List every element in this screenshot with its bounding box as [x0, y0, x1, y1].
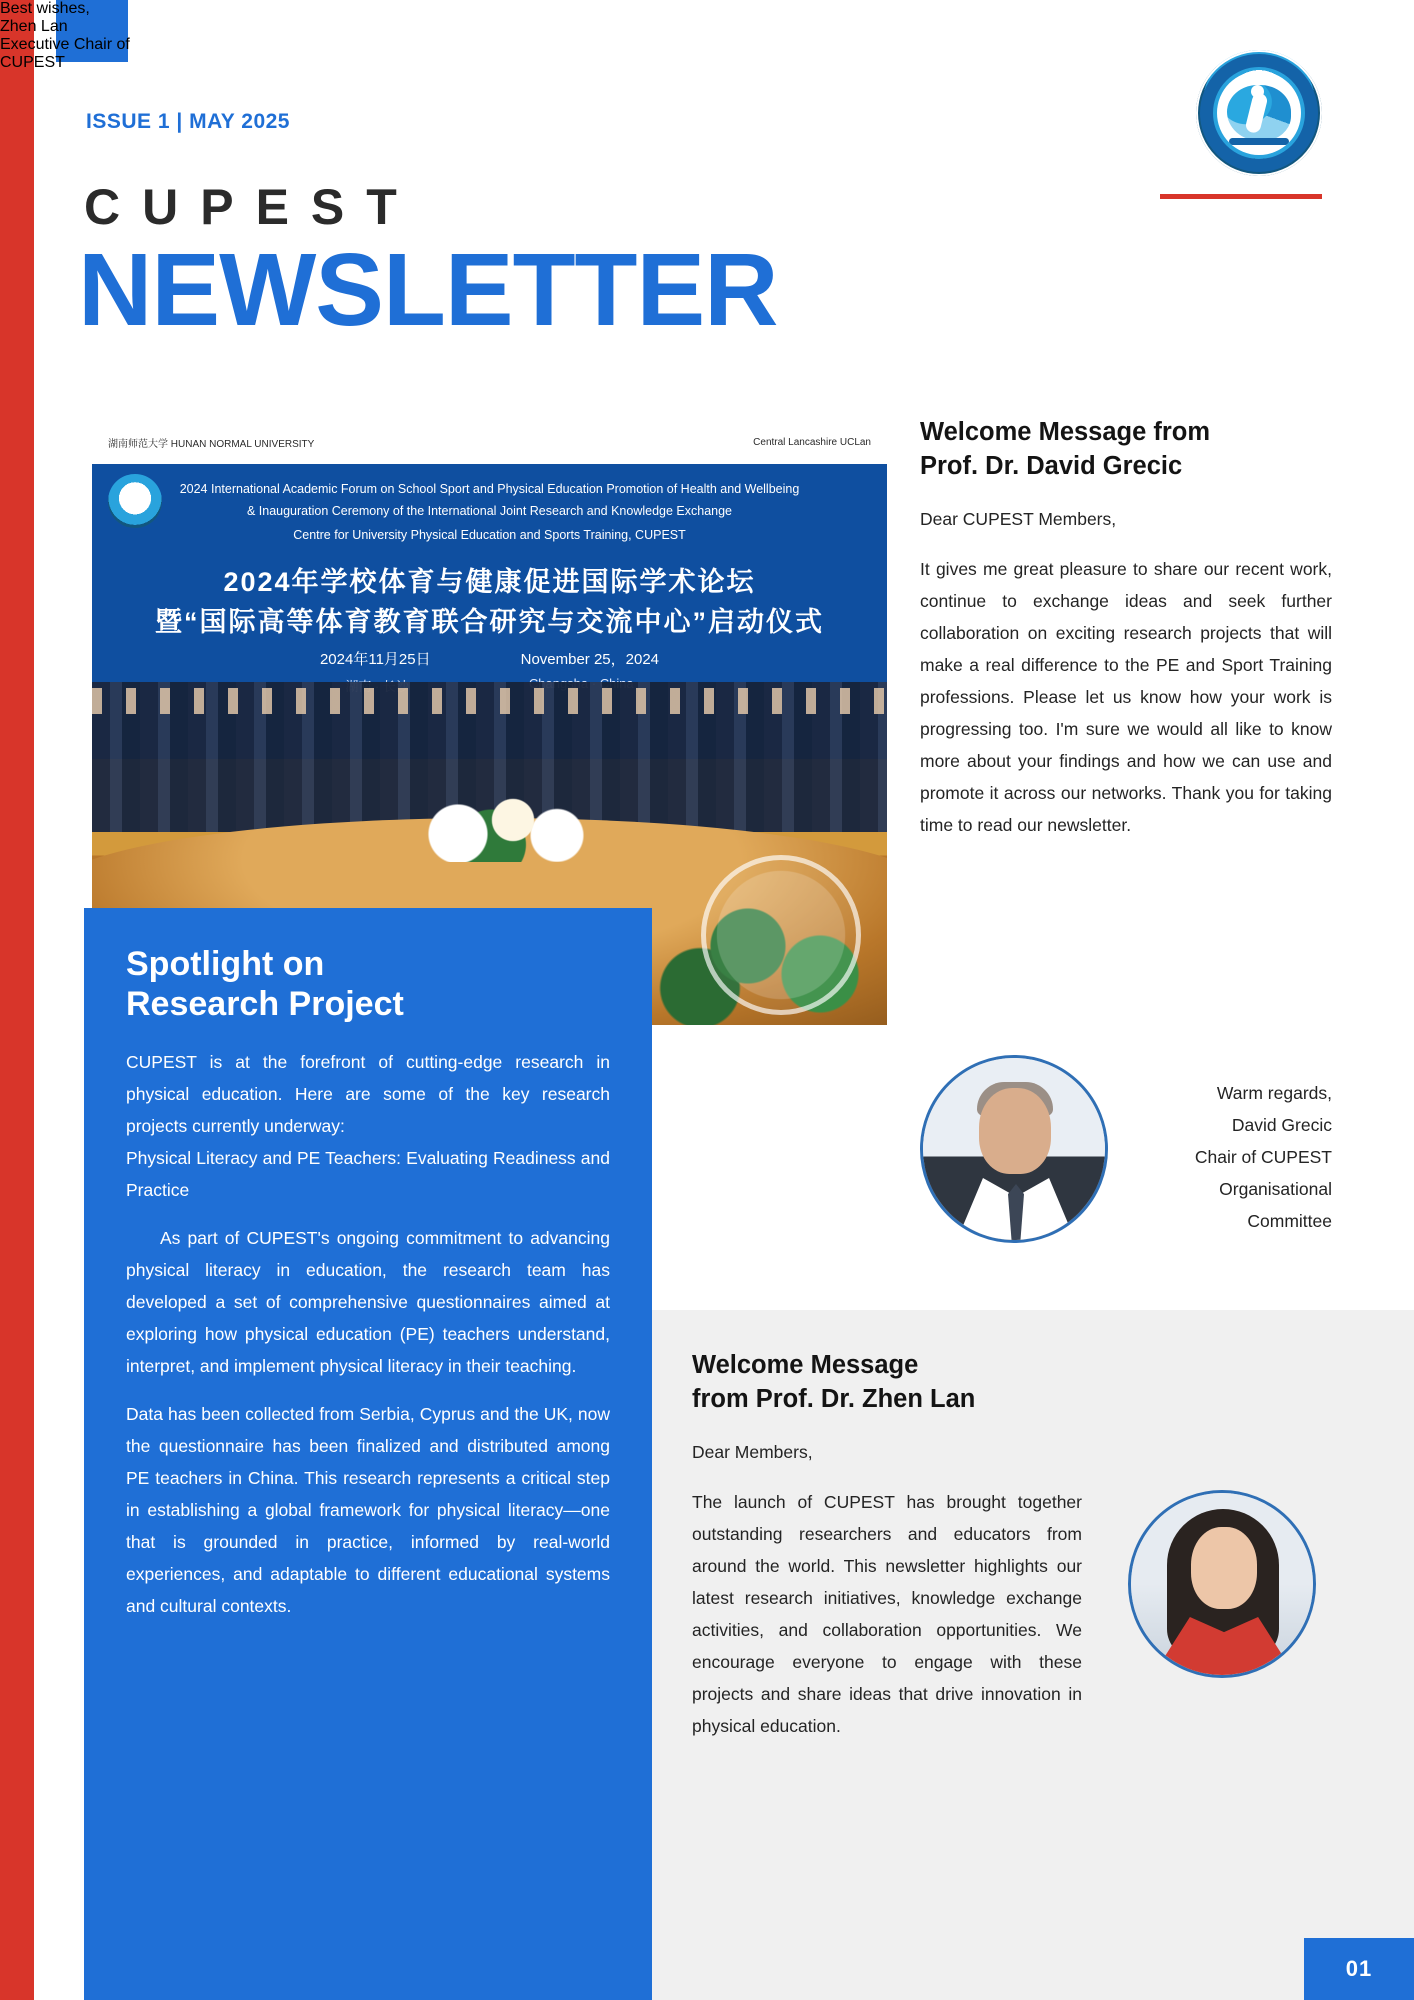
spotlight-heading: [126, 944, 610, 1024]
photo-forum-line-2: & Inauguration Ceremony of the International Joint Research and Knowledge Exchange: [246, 504, 733, 518]
welcome-message-zhenlan: [692, 1348, 1082, 1760]
grecic-sign-line-4: Organisational: [1219, 1179, 1332, 1199]
welcome-grecic-salutation: Dear CUPEST Members,: [920, 509, 1117, 529]
photo-credit-left: 湖南师范大学 HUNAN NORMAL UNIVERSITY: [108, 438, 315, 450]
welcome-grecic-heading: [920, 415, 1332, 483]
zhenlan-sign-line-4: CUPEST: [0, 54, 65, 71]
issue-line: ISSUE 1 | MAY 2025: [86, 110, 290, 133]
zhenlan-signature-text: [0, 0, 130, 72]
spotlight-heading-line-1: Spotlight on: [126, 945, 325, 983]
cupest-logo: [1196, 50, 1322, 176]
welcome-message-grecic: [920, 415, 1332, 859]
zhenlan-sign-line-3: Executive Chair of: [0, 36, 130, 53]
spotlight-heading-line-2: Research Project: [126, 985, 404, 1023]
grecic-sign-line-1: Warm regards,: [1216, 1083, 1332, 1103]
logo-underline-rule: [1160, 194, 1322, 199]
welcome-zhenlan-heading-line-2: from Prof. Dr. Zhen Lan: [692, 1385, 976, 1413]
grecic-sign-line-3: Chair of CUPEST: [1194, 1147, 1332, 1167]
photo-date-en: November 25，2024: [520, 651, 660, 668]
welcome-zhenlan-salutation: Dear Members,: [692, 1442, 813, 1462]
welcome-zhenlan-body: The launch of CUPEST has brought together outstanding researchers and educators from around the world. This newsletter highlights our latest research initiatives, knowledge exchange activities, and collaboration opportunities. We encourage everyone to engage with these projects and share ideas that drive innovation in physical education.: [692, 1492, 1082, 1736]
photo-forum-line-1: 2024 International Academic Forum on School Sport and Physical Education Promotion of Health and Wellbeing: [179, 482, 800, 496]
welcome-grecic-heading-line-1: Welcome Message from: [920, 418, 1211, 446]
spotlight-panel: [84, 908, 652, 2000]
page-title: NEWSLETTER: [78, 232, 778, 347]
photo-date-row: [92, 648, 887, 669]
photo-banner-credits: [92, 420, 887, 464]
left-red-accent-bar: [0, 0, 34, 2000]
photo-chinese-title-2: 暨“国际高等体育教育联合研究与交流中心”启动仪式: [155, 607, 824, 637]
avatar-zhen-lan: [1128, 1490, 1316, 1678]
welcome-grecic-heading-line-2: Prof. Dr. David Grecic: [920, 452, 1183, 480]
welcome-zhenlan-heading: [692, 1348, 1082, 1416]
photo-flower-arrangement: [392, 792, 612, 862]
grecic-signature-text: [1126, 1055, 1332, 1237]
spotlight-paragraph-3: As part of CUPEST's ongoing commitment to advancing physical literacy in education, the research team has developed a set of comprehensive questionnaires aimed at exploring how physical education (PE) teachers understand, interpret, and implement physical literacy in their teaching.: [126, 1228, 610, 1376]
zhenlan-avatar-wrap: [1128, 1490, 1316, 1678]
grecic-sign-line-5: Committee: [1247, 1211, 1332, 1231]
spotlight-paragraph-2: Physical Literacy and PE Teachers: Evaluating Readiness and Practice: [126, 1148, 610, 1200]
photo-credit-right: Central Lancashire UCLan: [753, 436, 871, 448]
photo-date-cn: 2024年11月25日: [319, 651, 431, 668]
grecic-signature-block: [920, 1055, 1332, 1243]
spotlight-paragraph-1: CUPEST is at the forefront of cutting-edge research in physical education. Here are some of the key research projects currently underway:: [126, 1052, 610, 1136]
photo-watermark-seal: [701, 855, 861, 1015]
avatar-david-grecic: [920, 1055, 1108, 1243]
welcome-grecic-body: It gives me great pleasure to share our recent work, continue to exchange ideas and seek further collaboration on exciting research projects that will make a real difference to the PE and Sport Training professions. Please let us know how your work is progressing too. I'm sure we would all like to know more about your findings and how we can use and promote it across our networks. Thank you for taking time to read our newsletter.: [920, 559, 1332, 835]
grecic-sign-line-2: David Grecic: [1231, 1115, 1332, 1135]
brand-name: CUPEST: [84, 179, 419, 235]
photo-forum-line-3: Centre for University Physical Education and Sports Training, CUPEST: [293, 528, 686, 542]
spotlight-paragraph-4: Data has been collected from Serbia, Cyprus and the UK, now the questionnaire has been finalized and distributed among PE teachers in China. This research represents a critical step in establishing a global framework for physical literacy—one that is grounded in practice, informed by real-world experiences, and adaptable to different educational systems and cultural contexts.: [126, 1404, 610, 1616]
zhenlan-sign-line-1: Best wishes,: [0, 0, 90, 17]
page-number: 01: [1304, 1938, 1414, 2000]
photo-chinese-title-1: 2024年学校体育与健康促进国际学术论坛: [223, 567, 756, 597]
zhenlan-sign-line-2: Zhen Lan: [0, 18, 68, 35]
welcome-zhenlan-heading-line-1: Welcome Message: [692, 1351, 919, 1379]
